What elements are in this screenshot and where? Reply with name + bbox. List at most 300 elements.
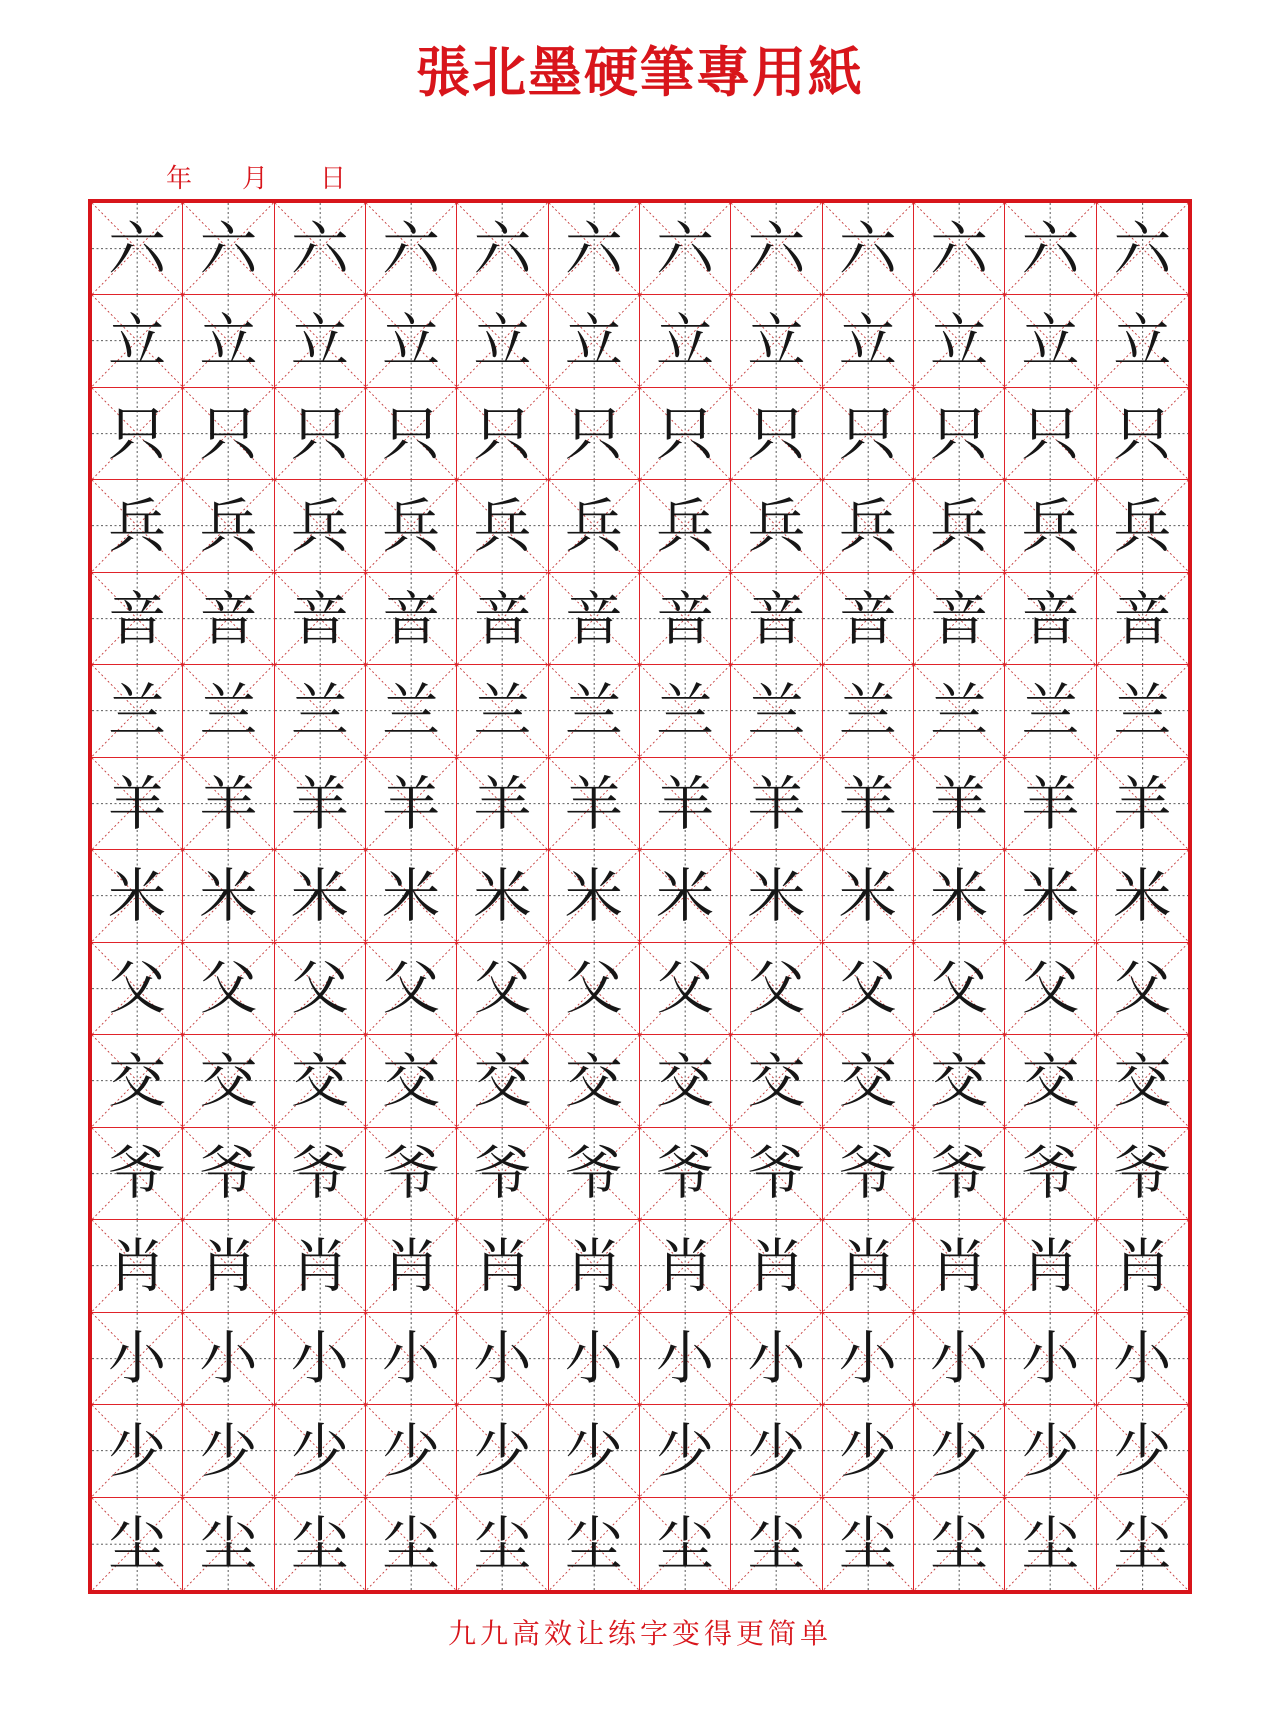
practice-character: 小 [838,1324,897,1393]
grid-cell [640,1128,731,1220]
practice-character: 小 [290,1324,349,1393]
practice-character: 兰 [838,677,897,746]
grid-cell [731,1128,822,1220]
practice-character: 立 [1113,307,1172,376]
practice-character: 米 [199,861,258,930]
grid-cell [1005,388,1096,480]
practice-character: 少 [656,1416,715,1485]
practice-character: 羊 [1113,769,1172,838]
practice-character: 羊 [1021,769,1080,838]
practice-character: 只 [930,399,989,468]
grid-cell [457,203,548,295]
practice-character: 少 [473,1416,532,1485]
practice-character: 羊 [473,769,532,838]
practice-character: 爷 [1113,1139,1172,1208]
practice-character: 兵 [382,492,441,561]
practice-character: 父 [564,954,623,1023]
grid-cell [823,1313,914,1405]
practice-character: 交 [1021,1046,1080,1115]
practice-character: 米 [564,861,623,930]
grid-cell [92,1405,183,1497]
practice-character: 肖 [930,1231,989,1300]
grid-cell [914,1405,1005,1497]
day-label: 日 [320,164,347,194]
practice-character: 音 [1021,584,1080,653]
practice-character: 米 [108,861,167,930]
practice-character: 父 [199,954,258,1023]
grid-cell [914,295,1005,387]
grid-cell [549,573,640,665]
grid-cell [183,1498,274,1590]
practice-character: 小 [930,1324,989,1393]
practice-character: 音 [656,584,715,653]
practice-character: 只 [1021,399,1080,468]
grid-cell [914,480,1005,572]
practice-character: 父 [473,954,532,1023]
practice-character: 立 [199,307,258,376]
practice-character: 只 [747,399,806,468]
practice-character: 交 [930,1046,989,1115]
practice-character: 羊 [930,769,989,838]
grid-cell [183,295,274,387]
grid-cell [183,943,274,1035]
grid-cell [731,203,822,295]
grid-cell [1097,388,1188,480]
grid-cell [1005,1035,1096,1127]
practice-character: 音 [747,584,806,653]
grid-cell [366,665,457,757]
practice-character: 少 [1021,1416,1080,1485]
grid-cell [457,850,548,942]
grid-cell [1097,1220,1188,1312]
practice-character: 爷 [108,1139,167,1208]
practice-character: 少 [564,1416,623,1485]
practice-character: 只 [564,399,623,468]
practice-character: 少 [747,1416,806,1485]
grid-cell [640,573,731,665]
practice-character: 肖 [838,1231,897,1300]
practice-character: 只 [473,399,532,468]
practice-character: 音 [199,584,258,653]
grid-cell [1097,295,1188,387]
practice-character: 兰 [1021,677,1080,746]
grid-cell [731,850,822,942]
grid-cell [275,758,366,850]
grid-cell [640,943,731,1035]
practice-character: 兰 [1113,677,1172,746]
grid-cell [731,665,822,757]
grid-cell [1005,1128,1096,1220]
grid-cell [914,665,1005,757]
grid-cell [92,665,183,757]
grid-cell [366,943,457,1035]
practice-character: 羊 [564,769,623,838]
grid-cell [457,480,548,572]
grid-cell [366,1220,457,1312]
practice-character: 小 [747,1324,806,1393]
practice-character: 米 [290,861,349,930]
grid-cell [457,1313,548,1405]
practice-character: 羊 [838,769,897,838]
footer-slogan: 九九高效让练字变得更简单 [447,1617,832,1650]
grid-cell [549,665,640,757]
practice-character: 交 [564,1046,623,1115]
grid-cell [92,480,183,572]
grid-cell [366,295,457,387]
grid-cell [183,1035,274,1127]
practice-character: 六 [656,214,715,283]
practice-character: 尘 [1021,1509,1080,1578]
grid-cell [183,1405,274,1497]
practice-character: 音 [930,584,989,653]
grid-cell [823,1405,914,1497]
grid-cell [731,295,822,387]
practice-character: 小 [1021,1324,1080,1393]
practice-character: 父 [108,954,167,1023]
practice-character: 少 [199,1416,258,1485]
grid-cell [366,388,457,480]
grid-cell [731,1035,822,1127]
practice-character: 只 [656,399,715,468]
grid-cell [457,295,548,387]
practice-character: 羊 [747,769,806,838]
practice-character: 六 [199,214,258,283]
grid-cell [275,1405,366,1497]
practice-character: 只 [1113,399,1172,468]
grid-cell [1097,1035,1188,1127]
practice-character: 立 [656,307,715,376]
grid-cell [823,573,914,665]
practice-character: 只 [199,399,258,468]
practice-character: 兵 [290,492,349,561]
grid-cell [1097,573,1188,665]
practice-grid [88,199,1192,1594]
grid-cell [275,1498,366,1590]
grid-cell [549,1405,640,1497]
grid-cell [1005,203,1096,295]
practice-character: 立 [1021,307,1080,376]
grid-cell [823,943,914,1035]
practice-character: 尘 [108,1509,167,1578]
grid-cell [549,758,640,850]
practice-character: 父 [747,954,806,1023]
grid-cell [1097,758,1188,850]
practice-character: 尘 [656,1509,715,1578]
practice-character: 米 [473,861,532,930]
practice-character: 兰 [473,677,532,746]
practice-character: 肖 [656,1231,715,1300]
practice-character: 只 [382,399,441,468]
practice-character: 肖 [290,1231,349,1300]
grid-cell [457,1498,548,1590]
practice-character: 羊 [199,769,258,838]
practice-character: 交 [290,1046,349,1115]
grid-cell [731,1405,822,1497]
grid-cell [914,1035,1005,1127]
grid-cell [92,1220,183,1312]
grid-cell [92,850,183,942]
grid-cell [823,203,914,295]
practice-character: 肖 [1113,1231,1172,1300]
practice-character: 交 [473,1046,532,1115]
practice-character: 音 [838,584,897,653]
practice-character: 兵 [1021,492,1080,561]
practice-character: 立 [290,307,349,376]
grid-cell [92,943,183,1035]
practice-character: 六 [473,214,532,283]
practice-character: 尘 [930,1509,989,1578]
grid-cell [366,1405,457,1497]
practice-character: 少 [930,1416,989,1485]
grid-cell [92,1498,183,1590]
practice-character: 兰 [564,677,623,746]
practice-character: 尘 [1113,1509,1172,1578]
practice-character: 兵 [473,492,532,561]
grid-cell [275,943,366,1035]
grid-cell [640,388,731,480]
grid-cell [92,1128,183,1220]
practice-character: 羊 [382,769,441,838]
grid-cell [1097,480,1188,572]
practice-character: 兵 [930,492,989,561]
grid-cell [640,1405,731,1497]
grid-cell [92,295,183,387]
grid-cell [549,1498,640,1590]
practice-character: 兰 [108,677,167,746]
practice-character: 爷 [930,1139,989,1208]
grid-cell [640,850,731,942]
grid-cell [914,1220,1005,1312]
practice-character: 兰 [747,677,806,746]
grid-cell [914,388,1005,480]
practice-character: 少 [838,1416,897,1485]
practice-character: 立 [930,307,989,376]
grid-cell [731,1498,822,1590]
practice-character: 爷 [838,1139,897,1208]
practice-character: 爷 [564,1139,623,1208]
practice-character: 爷 [199,1139,258,1208]
practice-character: 肖 [473,1231,532,1300]
grid-cell [183,573,274,665]
grid-cell [275,480,366,572]
grid-cell [1097,850,1188,942]
practice-character: 兵 [564,492,623,561]
month-label: 月 [242,164,269,194]
grid-cell [823,850,914,942]
grid-cell [457,665,548,757]
grid-cell [731,943,822,1035]
grid-cell [183,1220,274,1312]
grid-cell [366,1128,457,1220]
grid-cell [366,1498,457,1590]
practice-character: 少 [1113,1416,1172,1485]
grid-cell [275,203,366,295]
practice-character: 兰 [290,677,349,746]
practice-character: 六 [1021,214,1080,283]
practice-character: 只 [838,399,897,468]
practice-character: 尘 [473,1509,532,1578]
grid-cell [275,850,366,942]
grid-cell [1005,850,1096,942]
grid-cell [640,1498,731,1590]
practice-character: 六 [838,214,897,283]
grid-cell [1005,573,1096,665]
practice-character: 六 [747,214,806,283]
practice-character: 兵 [108,492,167,561]
practice-character: 小 [564,1324,623,1393]
practice-character: 兰 [656,677,715,746]
practice-character: 兰 [930,677,989,746]
grid-cell [457,1220,548,1312]
grid-cell [1097,1128,1188,1220]
practice-character: 六 [930,214,989,283]
practice-character: 兵 [747,492,806,561]
practice-character: 交 [199,1046,258,1115]
grid-cell [92,1035,183,1127]
grid-cell [366,203,457,295]
year-label: 年 [166,164,193,194]
grid-cell [275,1313,366,1405]
grid-cell [275,573,366,665]
practice-character: 肖 [382,1231,441,1300]
practice-character: 兰 [382,677,441,746]
grid-cell [457,1405,548,1497]
grid-cell [549,1035,640,1127]
practice-character: 肖 [108,1231,167,1300]
grid-cell [731,1313,822,1405]
practice-character: 尘 [564,1509,623,1578]
grid-cell [457,573,548,665]
practice-character: 米 [1021,861,1080,930]
practice-character: 米 [747,861,806,930]
grid-cell [823,388,914,480]
grid-cell [914,1498,1005,1590]
grid-cell [1005,665,1096,757]
grid-cell [823,1220,914,1312]
grid-cell [1005,1313,1096,1405]
grid-cell [1005,1498,1096,1590]
practice-character: 音 [108,584,167,653]
grid-cell [275,388,366,480]
practice-character: 立 [473,307,532,376]
practice-character: 肖 [747,1231,806,1300]
grid-cell [823,480,914,572]
practice-character: 六 [290,214,349,283]
grid-cell [366,480,457,572]
practice-character: 兰 [199,677,258,746]
grid-cell [1005,295,1096,387]
grid-cell [366,850,457,942]
grid-cell [914,1128,1005,1220]
grid-cell [823,665,914,757]
grid-cell [457,758,548,850]
grid-cell [1097,1498,1188,1590]
practice-character: 少 [382,1416,441,1485]
grid-cell [1005,480,1096,572]
grid-cell [549,943,640,1035]
practice-character: 交 [656,1046,715,1115]
practice-character: 米 [930,861,989,930]
practice-character: 父 [1021,954,1080,1023]
grid-cell [183,665,274,757]
practice-character: 交 [108,1046,167,1115]
grid-cell [183,203,274,295]
grid-cell [275,665,366,757]
practice-character: 尘 [747,1509,806,1578]
practice-character: 米 [382,861,441,930]
sheet-title: 張北墨硬筆專用紙 [416,41,864,104]
grid-cell [275,1035,366,1127]
grid-cell [457,388,548,480]
grid-cell [549,850,640,942]
grid-cell [275,1128,366,1220]
grid-cell [1097,665,1188,757]
practice-character: 肖 [564,1231,623,1300]
grid-cell [275,1220,366,1312]
practice-character: 六 [382,214,441,283]
grid-cell [92,758,183,850]
grid-cell [92,1313,183,1405]
practice-character: 小 [1113,1324,1172,1393]
grid-cell [549,1220,640,1312]
grid-cell [731,1220,822,1312]
practice-character: 米 [656,861,715,930]
practice-character: 羊 [656,769,715,838]
grid-cell [823,1128,914,1220]
practice-character: 爷 [382,1139,441,1208]
grid-cell [640,1035,731,1127]
practice-character: 小 [382,1324,441,1393]
practice-character: 立 [838,307,897,376]
grid-cell [1005,943,1096,1035]
practice-character: 爷 [290,1139,349,1208]
grid-cell [1097,203,1188,295]
grid-cell [457,1128,548,1220]
grid-cell [640,1220,731,1312]
grid-cell [823,1498,914,1590]
grid-cell [640,480,731,572]
grid-cell [183,1128,274,1220]
practice-character: 父 [290,954,349,1023]
practice-character: 爷 [656,1139,715,1208]
grid-cell [366,1035,457,1127]
practice-character: 爷 [747,1139,806,1208]
grid-cell [914,203,1005,295]
practice-character: 少 [108,1416,167,1485]
grid-cell [914,943,1005,1035]
grid-cell [731,573,822,665]
grid-cell [914,850,1005,942]
grid-cell [457,943,548,1035]
practice-character: 爷 [1021,1139,1080,1208]
grid-cell [914,758,1005,850]
practice-character: 小 [108,1324,167,1393]
practice-character: 父 [930,954,989,1023]
grid-cell [640,758,731,850]
grid-cell [1097,1313,1188,1405]
grid-cell [731,758,822,850]
practice-character: 立 [108,307,167,376]
practice-character: 父 [838,954,897,1023]
grid-cell [1005,1220,1096,1312]
practice-character: 羊 [108,769,167,838]
practice-character: 只 [290,399,349,468]
practice-character: 音 [382,584,441,653]
grid-cell [1005,1405,1096,1497]
practice-character: 尘 [838,1509,897,1578]
grid-cell [183,758,274,850]
grid-cell [640,1313,731,1405]
